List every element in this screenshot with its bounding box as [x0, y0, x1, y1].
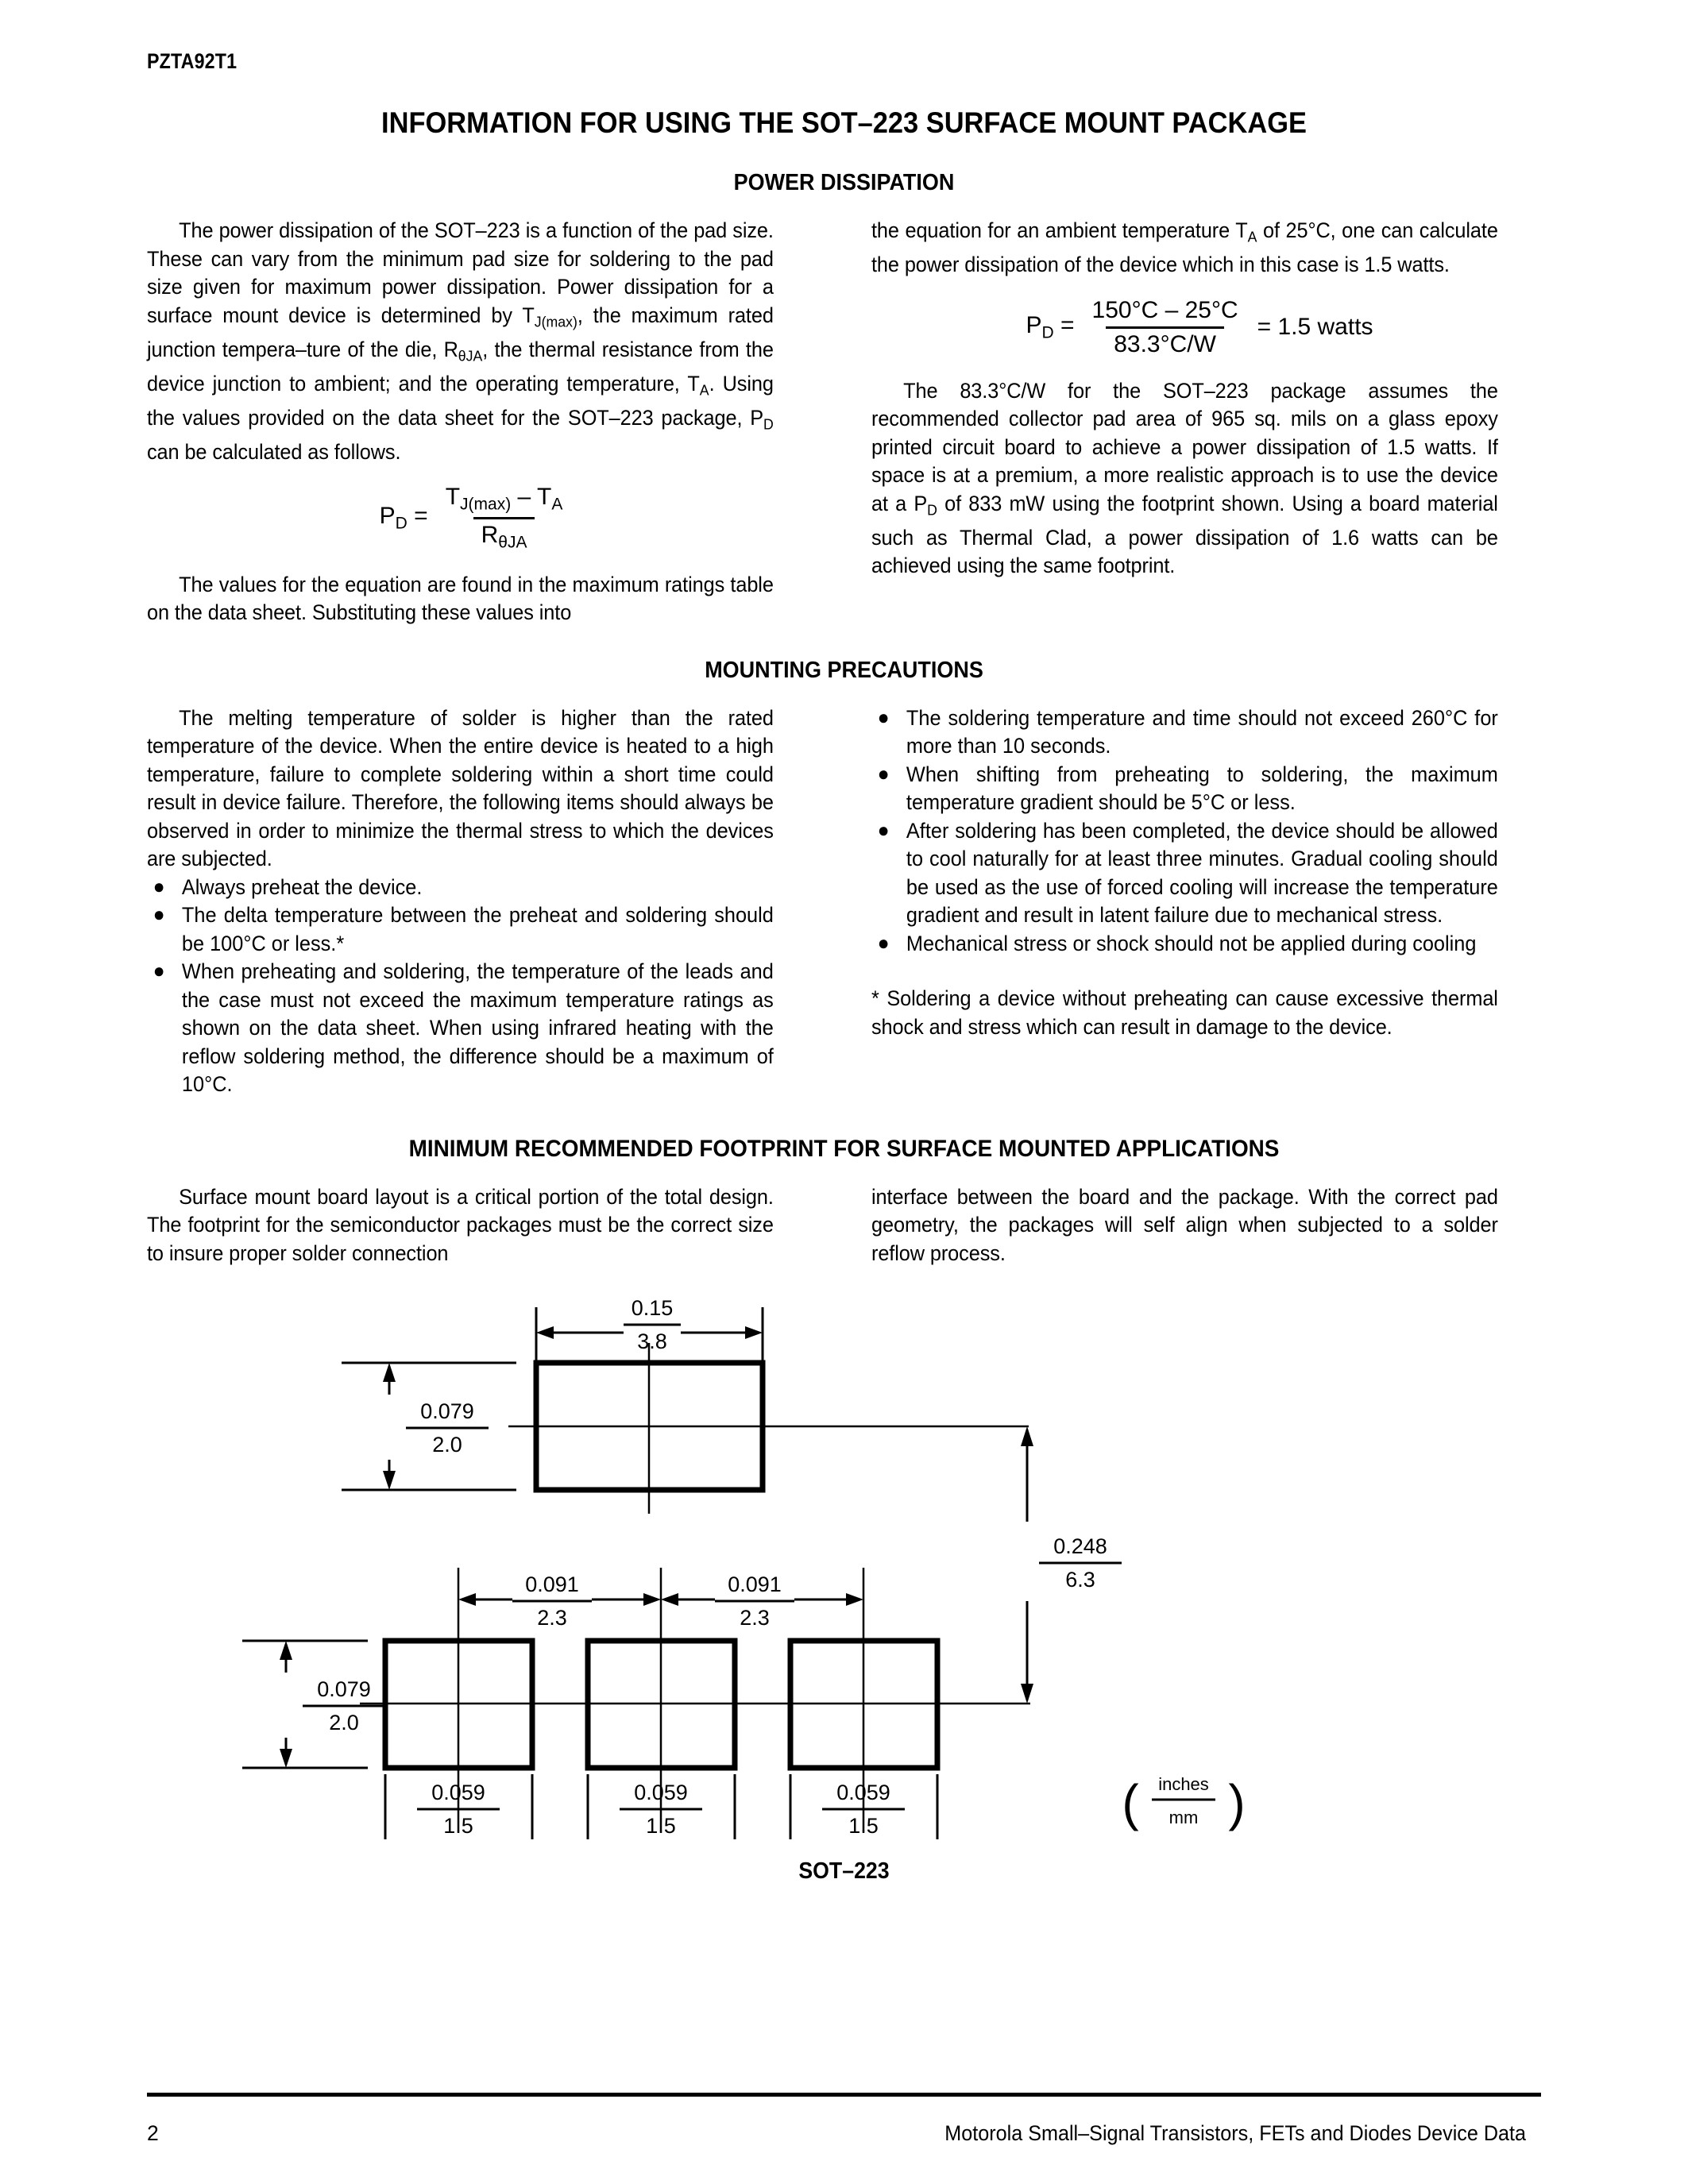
- list-item: [871, 704, 1498, 761]
- dim-top-pad-width-inches: 0.15: [631, 1296, 674, 1321]
- list-item-text: When shifting from preheating to soldering, the maximum temperature gradient should be 5°C or less.: [906, 762, 1498, 815]
- list-item-text: The delta temperature between the preheat and soldering should be 100°C or less.*: [181, 903, 774, 955]
- dimension-arrowhead: [383, 1363, 396, 1382]
- dim-bottom-pad-height-inches: 0.079: [317, 1677, 371, 1702]
- dimension-arrowhead: [280, 1749, 292, 1768]
- equation-2-wrapper: [871, 297, 1528, 358]
- pd-p1-sub-1: J(max): [534, 313, 577, 330]
- equation-1-lhs-symbol: P: [379, 502, 396, 529]
- dim-bottom-pad-1-inches: 0.059: [431, 1781, 485, 1805]
- equation-2-lhs-sub: D: [1041, 323, 1054, 342]
- dimension-arrowhead: [661, 1593, 678, 1606]
- dim-vertical-span-mm: 6.3: [1065, 1568, 1095, 1592]
- section-heading-mounting-precautions: MOUNTING PRECAUTIONS: [705, 657, 983, 683]
- section-heading-footprint: MINIMUM RECOMMENDED FOOTPRINT FOR SURFACE MOUNTED APPLICATIONS: [408, 1135, 1280, 1162]
- equation-1-wrapper: [147, 484, 803, 552]
- dimension-arrowhead: [846, 1593, 863, 1606]
- dim-pitch-right-mm: 2.3: [740, 1606, 770, 1630]
- dimension-arrowhead: [383, 1471, 396, 1490]
- equation-2-lhs-symbol: P: [1026, 311, 1042, 338]
- page-footer: [147, 2121, 1541, 2146]
- list-item: [147, 958, 774, 1099]
- units-legend-right-paren: ): [1228, 1774, 1246, 1832]
- equation-1-lhs-sub: D: [395, 514, 408, 533]
- equation-1-lhs: [380, 503, 428, 533]
- pd-p4-sub: D: [927, 501, 937, 519]
- pd-p1-part-e: can be calculated as follows.: [147, 439, 401, 464]
- equation-1-den-sub: θJA: [498, 532, 527, 551]
- equation-1-num-b: – T: [511, 484, 552, 511]
- document-name: Motorola Small–Signal Transistors, FETs and Diodes Device Data: [944, 2121, 1526, 2145]
- bullet-icon: ●: [877, 761, 890, 785]
- dim-top-pad-width-mm: 3.8: [637, 1329, 667, 1354]
- equation-2-result: = 1.5 watts: [1257, 314, 1373, 341]
- list-item-text: Mechanical stress or shock should not be applied during cooling: [906, 931, 1477, 955]
- dim-bottom-pad-2-mm: 1.5: [646, 1814, 676, 1839]
- dimension-arrowhead: [280, 1641, 292, 1660]
- equation-2-lhs: [1026, 312, 1074, 342]
- pd-p1-sub-3: A: [699, 381, 709, 399]
- drawing-caption: SOT–223: [798, 1858, 890, 1885]
- bullet-icon: ●: [877, 817, 890, 842]
- dim-top-pad-height-inches: 0.079: [420, 1399, 474, 1424]
- part-number: PZTA92T1: [147, 49, 238, 73]
- bullet-icon: ●: [877, 704, 890, 729]
- list-item-text: Always preheat the device.: [181, 874, 423, 899]
- footprint-paragraph-right: interface between the board and the package. With the correct pad geometry, the packages will self align when subjected to a solder reflow process.: [871, 1184, 1498, 1265]
- dim-bottom-pad-2-inches: 0.059: [634, 1781, 688, 1805]
- pd-p3-part-a: the equation for an ambient temperature T: [871, 218, 1248, 242]
- equation-2-denominator: 83.3°C/W: [1106, 326, 1224, 358]
- power-dissipation-paragraph-1: [147, 217, 774, 466]
- power-dissipation-paragraph-2: The values for the equation are found in the maximum ratings table on the data sheet. Substituting these values into: [147, 572, 774, 625]
- list-item: [871, 817, 1498, 930]
- equation-pd-general: [380, 484, 571, 552]
- footprint-left-column: [147, 1183, 803, 1268]
- sot223-footprint-drawing: [147, 1283, 1541, 1839]
- list-item: [871, 761, 1498, 817]
- equation-1-den-a: R: [481, 521, 499, 548]
- equation-1-equals: =: [414, 502, 428, 529]
- power-dissipation-right-column: [871, 217, 1528, 627]
- equation-1-num-sub-a: J(max): [460, 495, 512, 514]
- dimension-arrowhead: [745, 1326, 763, 1339]
- pd-p4-part-a: The 83.3°C/W for the SOT–223 package assumes the recommended collector pad area of 965 sq. mils on a glass epoxy printed circuit board to achieve a power dissipation of 1.5 watts. If space is at a premium, a more realistic approach is to use the device at a P: [871, 378, 1498, 515]
- mounting-precautions-left-list: [147, 874, 803, 1099]
- dim-bottom-pad-3-mm: 1.5: [848, 1814, 879, 1839]
- power-dissipation-left-column: [147, 217, 803, 627]
- page-header: [147, 0, 1541, 78]
- dimension-arrowhead: [1021, 1684, 1033, 1704]
- pd-p1-part-c: , the thermal resistance from the device junction to ambient; and the operating temperature, T: [147, 337, 774, 396]
- dim-pitch-left-inches: 0.091: [525, 1572, 579, 1597]
- equation-1-numerator: [438, 484, 571, 516]
- list-item-text: The soldering temperature and time should not exceed 260°C for more than 10 seconds.: [906, 705, 1498, 758]
- page-number: 2: [147, 2121, 159, 2145]
- units-legend-denominator: mm: [1168, 1808, 1199, 1828]
- footer-divider: [147, 2093, 1541, 2097]
- dimension-arrowhead: [536, 1326, 554, 1339]
- mounting-precautions-footnote: * Soldering a device without preheating can cause excessive thermal shock and stress which can result in damage to the device.: [871, 986, 1498, 1039]
- mounting-precautions-right-list: [871, 704, 1528, 959]
- equation-1-denominator: [473, 517, 535, 552]
- equation-1-fraction: [438, 484, 571, 552]
- bullet-icon: ●: [877, 930, 890, 955]
- pd-p1-part-a: The power dissipation of the SOT–223 is a function of the pad size. These can vary from the minimum pad size for soldering to the pad size given for maximum power dissipation. Power dissipation for a surface mount device is determined by T: [147, 218, 774, 327]
- power-dissipation-columns: [147, 217, 1541, 627]
- list-item: [147, 874, 774, 902]
- footprint-right-column: [871, 1183, 1528, 1268]
- power-dissipation-paragraph-3: [871, 217, 1498, 280]
- equation-2-fraction: [1084, 297, 1246, 358]
- dim-bottom-pad-height-mm: 2.0: [329, 1711, 359, 1735]
- units-legend-left-paren: (: [1122, 1774, 1139, 1832]
- pd-p1-part-b: , the maximum rated junction tempera–ture of the die, R: [147, 303, 774, 361]
- bullet-icon: ●: [153, 959, 165, 983]
- pd-p1-part-d: . Using the values provided on the data sheet for the SOT–223 package, P: [147, 371, 774, 430]
- dim-bottom-pad-1-mm: 1.5: [443, 1814, 473, 1839]
- dim-pitch-right-inches: 0.091: [728, 1572, 782, 1597]
- mounting-precautions-columns: [147, 704, 1541, 1099]
- dimension-arrowhead: [1021, 1426, 1033, 1446]
- list-item: [147, 901, 774, 958]
- bullet-icon: ●: [153, 902, 165, 927]
- dim-bottom-pad-3-inches: 0.059: [836, 1781, 890, 1805]
- bullet-icon: ●: [153, 874, 165, 898]
- mounting-precautions-left-column: [147, 704, 803, 1099]
- footprint-columns: [147, 1183, 1541, 1268]
- pd-p3-part-b: of 25°C, one can calculate the power dissipation of the device which in this case is 1.5 watts.: [871, 218, 1498, 277]
- mounting-precautions-paragraph: The melting temperature of solder is higher than the rated temperature of the device. When the entire device is heated to a high temperature, failure to complete soldering within a short time could result in device failure. Therefore, the following items should always be observed in order to minimize the thermal stress to which the devices are subjected.: [147, 705, 774, 871]
- dim-pitch-left-mm: 2.3: [537, 1606, 567, 1630]
- footprint-paragraph-left: Surface mount board layout is a critical portion of the total design. The footprint for the semiconductor packages must be the correct size to insure proper solder connection: [147, 1184, 774, 1265]
- equation-pd-numeric: [1026, 297, 1373, 358]
- equation-2-equals: =: [1060, 311, 1075, 338]
- list-item: [871, 930, 1498, 959]
- dimension-arrowhead: [458, 1593, 476, 1606]
- section-heading-power-dissipation: POWER DISSIPATION: [733, 170, 955, 195]
- pd-p1-sub-2: θJA: [458, 347, 483, 365]
- dim-top-pad-height-mm: 2.0: [432, 1433, 462, 1457]
- list-item-text: When preheating and soldering, the temperature of the leads and the case must not exceed the maximum temperature ratings as shown on the data sheet. When using infrared heating with the reflow soldering method, the difference should be a maximum of 10°C.: [181, 959, 774, 1097]
- dimension-arrowhead: [643, 1593, 661, 1606]
- pd-p4-part-b: of 833 mW using the footprint shown. Using a board material such as Thermal Clad, a power dissipation of 1.6 watts can be achieved using the same footprint.: [871, 491, 1498, 578]
- equation-2-numerator: 150°C – 25°C: [1091, 296, 1238, 323]
- pd-p1-sub-4: D: [763, 415, 774, 433]
- equation-1-num-sub-b: A: [551, 495, 563, 514]
- power-dissipation-paragraph-4: [871, 377, 1498, 581]
- units-legend-numerator: inches: [1158, 1774, 1209, 1795]
- equation-1-num-a: T: [445, 484, 461, 511]
- dim-vertical-span-inches: 0.248: [1053, 1534, 1107, 1559]
- page-title: INFORMATION FOR USING THE SOT–223 SURFACE MOUNT PACKAGE: [381, 106, 1307, 139]
- list-item-text: After soldering has been completed, the device should be allowed to cool naturally for at least three minutes. Gradual cooling should be used as the use of forced cooling will increase the temperature gradient and result in latent failure due to mechanical stress.: [906, 818, 1498, 928]
- mounting-precautions-right-column: [871, 704, 1528, 1099]
- pd-p3-sub: A: [1247, 228, 1257, 245]
